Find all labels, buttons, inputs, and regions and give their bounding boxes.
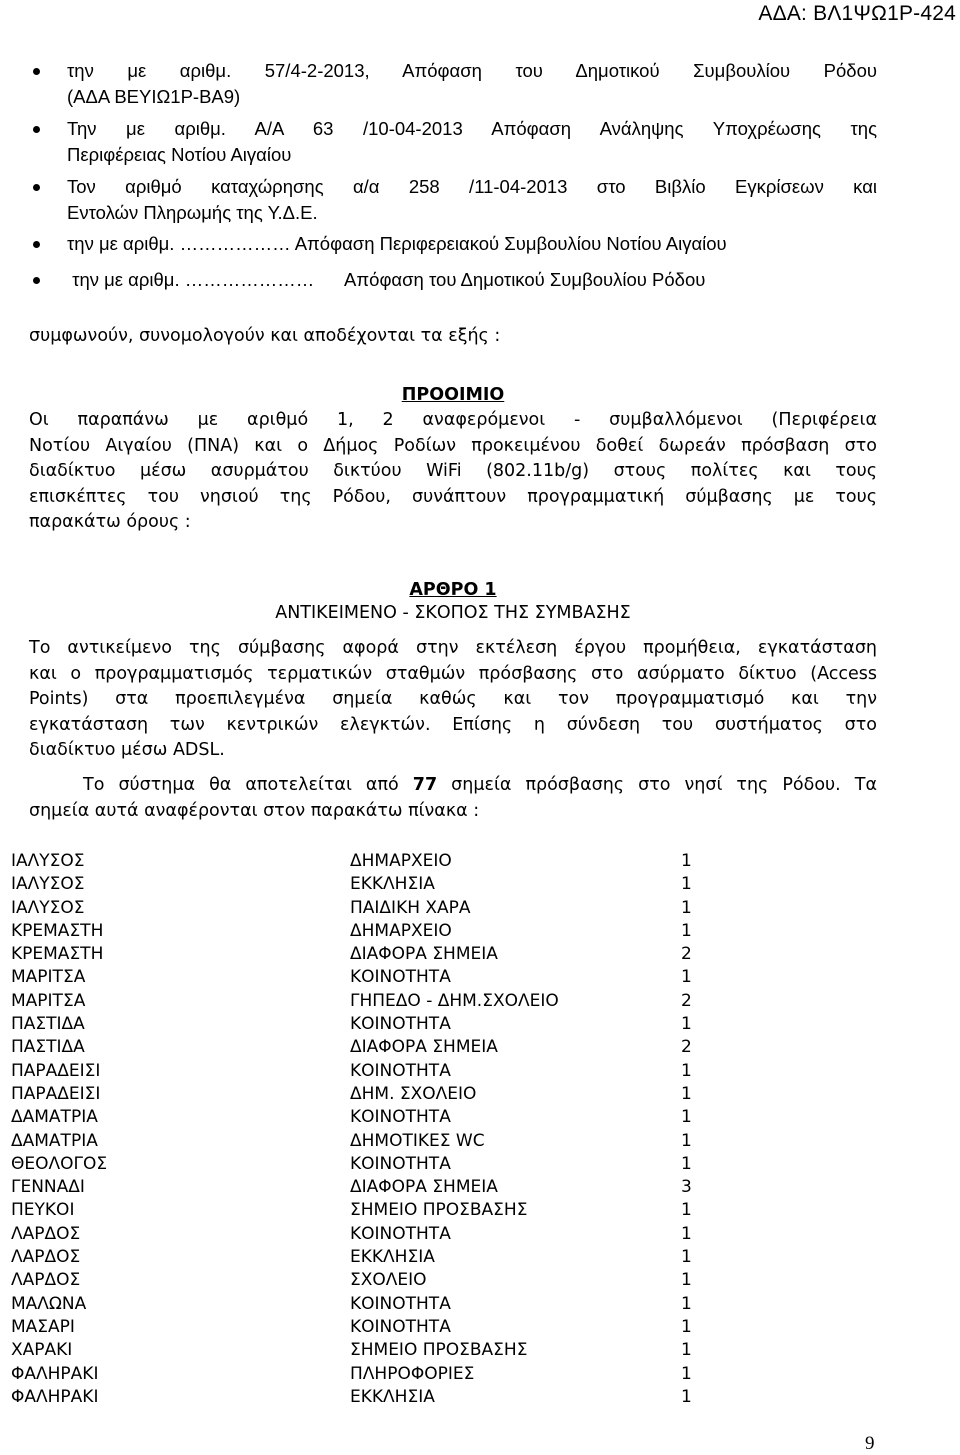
table-row — [11, 1176, 711, 1199]
table-row — [11, 1106, 711, 1129]
page-number: 9 — [865, 1433, 875, 1454]
site-cell: ΚΟΙΝΟΤΗΤΑ — [350, 1316, 451, 1337]
location-cell: ΧΑΡΑΚΙ — [11, 1340, 73, 1361]
table-row — [11, 1036, 711, 1059]
location-cell: ΜΑΛΩΝΑ — [11, 1293, 87, 1314]
text-line: σημεία αυτά αναφέρονται στον παρακάτω πίνακα : — [29, 800, 480, 821]
bullet-line: την με αριθμ. ……………… Απόφαση Περιφερειακού Συμβουλίου Νοτίου Αιγαίου — [67, 233, 727, 254]
location-cell: ΔΑΜΑΤΡΙΑ — [11, 1107, 98, 1128]
article1-paragraph — [0, 636, 960, 764]
site-cell: ΕΚΚΛΗΣΙΑ — [350, 1247, 435, 1268]
location-cell: ΠΑΡΑΔΕΙΣΙ — [11, 1083, 101, 1104]
table-row — [11, 1083, 711, 1106]
site-cell: ΚΟΙΝΟΤΗΤΑ — [350, 1293, 451, 1314]
text-line: Το αντικείμενο της σύμβασης αφορά στην εκτέλεση έργου προμήθεια, εγκατάσταση — [29, 638, 877, 658]
location-cell: ΚΡΕΜΑΣΤΗ — [11, 920, 104, 941]
site-cell: ΚΟΙΝΟΤΗΤΑ — [350, 1223, 451, 1244]
table-row — [11, 1293, 711, 1316]
bullet-dot-icon — [33, 241, 40, 248]
location-cell: ΓΕΝΝΑΔΙ — [11, 1177, 85, 1198]
text-line: Νοτίου Αιγαίου (ΠΝΑ) και ο Δήμος Ροδίων προκειμένου δοθεί δωρεάν πρόσβαση στο — [29, 435, 877, 456]
location-cell: ΠΑΣΤΙΔΑ — [11, 1037, 85, 1058]
table-row — [11, 1386, 711, 1409]
site-cell: ΔΗΜ. ΣΧΟΛΕΙΟ — [350, 1083, 477, 1104]
site-cell: ΕΚΚΛΗΣΙΑ — [350, 1386, 435, 1407]
table-row — [11, 1013, 711, 1036]
site-cell: ΔΙΑΦΟΡΑ ΣΗΜΕΙΑ — [350, 1037, 498, 1058]
site-cell: ΔΙΑΦΟΡΑ ΣΗΜΕΙΑ — [350, 944, 498, 965]
location-cell: ΜΑΣΑΡΙ — [11, 1316, 75, 1337]
site-cell: ΠΑΙΔΙΚΗ ΧΑΡΑ — [350, 897, 471, 918]
bullet-line: Τον αριθμό καταχώρησης α/α 258 /11-04-2013 στο Βιβλίο Εγκρίσεων και — [67, 176, 877, 197]
site-cell: ΣΗΜΕΙΟ ΠΡΟΣΒΑΣΗΣ — [350, 1340, 528, 1361]
location-cell: ΛΑΡΔΟΣ — [11, 1223, 81, 1244]
locations-table — [11, 850, 711, 1409]
count-cell: 1 — [681, 1247, 692, 1268]
count-cell: 2 — [681, 990, 692, 1011]
text-line: Οι παραπάνω με αριθμό 1, 2 αναφερόμενοι - συμβαλλόμενοι (Περιφέρεια — [29, 410, 877, 430]
location-cell: ΔΑΜΑΤΡΙΑ — [11, 1130, 98, 1151]
site-cell: ΕΚΚΛΗΣΙΑ — [350, 874, 435, 895]
table-row — [11, 873, 711, 896]
table-row — [11, 1060, 711, 1083]
text-line: παρακάτω όρους : — [29, 512, 191, 532]
site-cell: ΔΗΜΑΡΧΕΙΟ — [350, 920, 452, 941]
count-cell: 1 — [681, 1060, 692, 1081]
location-cell: ΦΑΛΗΡΑΚΙ — [11, 1363, 99, 1384]
count-cell: 1 — [681, 1130, 692, 1151]
location-cell: ΛΑΡΔΟΣ — [11, 1270, 81, 1291]
bullet-line: (ΑΔΑ ΒΕΥΙΩ1Ρ-ΒΑ9) — [67, 86, 241, 107]
site-cell: ΚΟΙΝΟΤΗΤΑ — [350, 1107, 451, 1128]
site-cell: ΔΗΜΟΤΙΚΕΣ WC — [350, 1130, 485, 1151]
bullet-line: Περιφέρειας Νοτίου Αιγαίου — [67, 144, 292, 165]
table-row — [11, 1130, 711, 1153]
text-line: εγκατάσταση των κεντρικών ελεγκτών. Επίσης η σύνδεση του συστήματος στο — [29, 714, 877, 735]
site-cell: ΚΟΙΝΟΤΗΤΑ — [350, 1014, 451, 1035]
location-cell: ΦΑΛΗΡΑΚΙ — [11, 1386, 99, 1407]
site-cell: ΚΟΙΝΟΤΗΤΑ — [350, 1153, 451, 1174]
article1-title: ΑΡΘΡΟ 1 — [409, 580, 497, 600]
count-cell: 1 — [681, 1223, 692, 1244]
preamble-title: ΠΡΟΟΙΜΙΟ — [401, 385, 505, 405]
text-line: και ο προγραμματισμός τερματικών σταθμών πρόσβασης στο ασύρματο δίκτυο (Access — [29, 663, 877, 684]
location-cell: ΚΡΕΜΑΣΤΗ — [11, 944, 104, 965]
bullet-line: Την με αριθμ. Α/Α 63 /10-04-2013 Απόφαση Ανάληψης Υποχρέωσης της — [67, 118, 877, 139]
table-row — [11, 897, 711, 920]
text-segment: Το σύστημα θα αποτελείται από — [83, 775, 413, 795]
table-row — [11, 1153, 711, 1176]
ada-code: ΑΔΑ: ΒΛ1ΨΩ1Ρ-424 — [758, 2, 956, 25]
preamble-paragraph — [0, 408, 960, 536]
site-cell: ΔΗΜΑΡΧΕΙΟ — [350, 851, 452, 871]
count-cell: 1 — [681, 851, 692, 871]
site-cell: ΔΙΑΦΟΡΑ ΣΗΜΕΙΑ — [350, 1177, 498, 1198]
table-row — [11, 1316, 711, 1339]
location-cell: ΠΕΥΚΟΙ — [11, 1200, 75, 1221]
count-cell: 3 — [681, 1177, 692, 1198]
location-cell: ΜΑΡΙΤΣΑ — [11, 990, 86, 1011]
bullet-list — [0, 58, 960, 297]
count-cell: 1 — [681, 1014, 692, 1035]
table-row — [11, 1223, 711, 1246]
table-row — [11, 1363, 711, 1386]
bullet-item — [0, 174, 960, 231]
location-cell: ΙΑΛΥΣΟΣ — [11, 851, 85, 871]
text-segment: σημεία πρόσβασης στο νησί της Ρόδου. Τα — [437, 775, 877, 795]
text-line: διαδίκτυο μέσω ασυρμάτου δικτύου WiFi (802.11b/g) στους πολίτες και τους — [29, 461, 877, 481]
count-cell: 2 — [681, 944, 692, 965]
count-cell: 1 — [681, 1340, 692, 1361]
bullet-line: την με αριθμ. ………………… Απόφαση του Δημοτικού Συμβουλίου Ρόδου — [67, 269, 706, 290]
table-row — [11, 1339, 711, 1362]
bullet-line: την με αριθμ. 57/4-2-2013, Απόφαση του Δημοτικού Συμβουλίου Ρόδου — [67, 60, 877, 81]
count-cell: 1 — [681, 1316, 692, 1337]
table-row — [11, 990, 711, 1013]
table-row — [11, 1269, 711, 1292]
location-cell: ΙΑΛΥΣΟΣ — [11, 874, 85, 895]
count-cell: 1 — [681, 920, 692, 941]
count-cell: 2 — [681, 1037, 692, 1058]
count-cell: 1 — [681, 897, 692, 918]
table-row — [11, 850, 711, 873]
agreement-line: συμφωνούν, συνομολογούν και αποδέχονται τα εξής : — [29, 326, 501, 346]
table-row — [11, 1246, 711, 1269]
table-row — [11, 966, 711, 989]
site-cell: ΚΟΙΝΟΤΗΤΑ — [350, 1060, 451, 1081]
site-cell: ΓΗΠΕΔΟ - ΔΗΜ.ΣΧΟΛΕΙΟ — [350, 990, 559, 1011]
location-cell: ΙΑΛΥΣΟΣ — [11, 897, 85, 918]
article1-paragraph-2 — [0, 773, 960, 824]
count-cell: 1 — [681, 1153, 692, 1174]
text-line: επισκέπτες του νησιού της Ρόδου, συνάπτουν προγραμματική σύμβασης με τους — [29, 486, 877, 507]
bullet-item — [0, 231, 960, 267]
access-point-count: 77 — [412, 775, 438, 795]
bullet-dot-icon — [33, 126, 40, 133]
count-cell: 1 — [681, 1363, 692, 1384]
article1-subtitle: ΑΝΤΙΚΕΙΜΕΝΟ - ΣΚΟΠΟΣ ΤΗΣ ΣΥΜΒΑΣΗΣ — [275, 603, 631, 623]
bullet-item — [0, 116, 960, 174]
count-cell: 1 — [681, 1270, 692, 1291]
count-cell: 1 — [681, 874, 692, 895]
count-cell: 1 — [681, 1200, 692, 1221]
count-cell: 1 — [681, 967, 692, 988]
table-row — [11, 920, 711, 943]
location-cell: ΜΑΡΙΤΣΑ — [11, 967, 86, 988]
bullet-dot-icon — [33, 184, 40, 191]
bullet-dot-icon — [33, 277, 40, 284]
count-cell: 1 — [681, 1083, 692, 1104]
text-line: Points) στα προεπιλεγμένα σημεία καθώς και τον προγραμματισμό και την — [29, 689, 877, 709]
site-cell: ΣΗΜΕΙΟ ΠΡΟΣΒΑΣΗΣ — [350, 1200, 528, 1221]
bullet-dot-icon — [33, 68, 40, 75]
site-cell: ΚΟΙΝΟΤΗΤΑ — [350, 967, 451, 988]
location-cell: ΛΑΡΔΟΣ — [11, 1247, 81, 1268]
site-cell: ΣΧΟΛΕΙΟ — [350, 1270, 427, 1291]
table-row — [11, 943, 711, 966]
bullet-item — [0, 58, 960, 116]
count-cell: 1 — [681, 1293, 692, 1314]
table-row — [11, 1199, 711, 1222]
bullet-line: Εντολών Πληρωμής της Υ.Δ.Ε. — [67, 202, 318, 223]
location-cell: ΠΑΡΑΔΕΙΣΙ — [11, 1060, 101, 1081]
count-cell: 1 — [681, 1107, 692, 1128]
bullet-item — [0, 267, 960, 297]
location-cell: ΘΕΟΛΟΓΟΣ — [11, 1153, 108, 1174]
text-line: διαδίκτυο μέσω ADSL. — [29, 740, 225, 760]
count-cell: 1 — [681, 1386, 692, 1407]
location-cell: ΠΑΣΤΙΔΑ — [11, 1014, 85, 1035]
site-cell: ΠΛΗΡΟΦΟΡΙΕΣ — [350, 1363, 475, 1384]
